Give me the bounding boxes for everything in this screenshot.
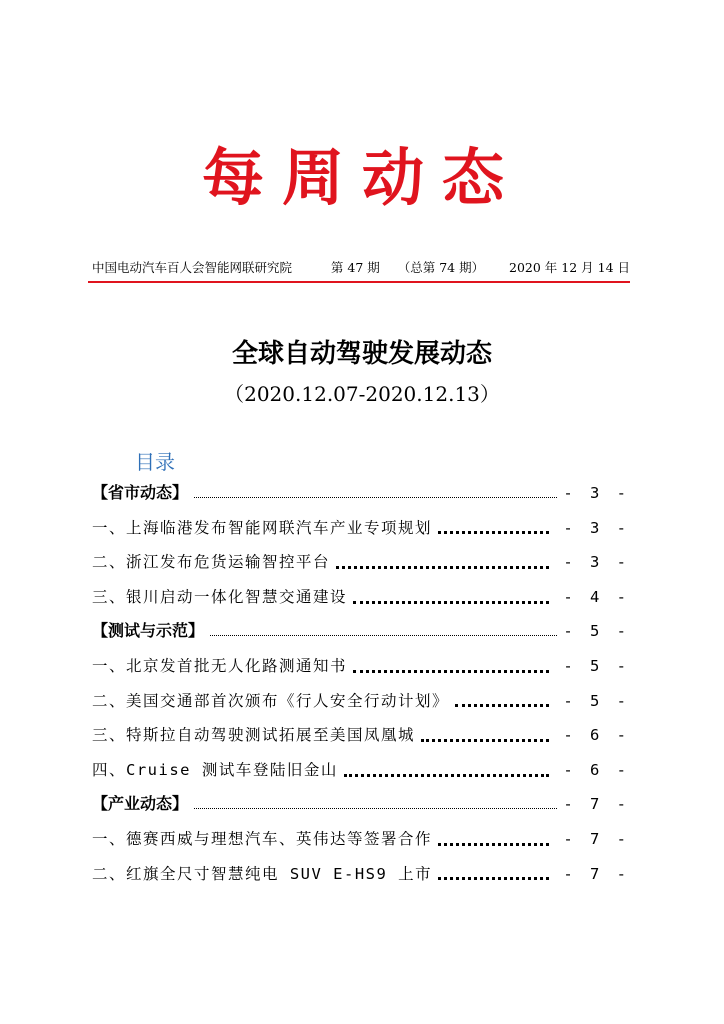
toc-entry-label: 二、红旗全尺寸智慧纯电 SUV E-HS9 上市 — [92, 864, 433, 883]
issue-date: 2020 年 12 月 14 日 — [509, 260, 630, 275]
toc-dot-leader — [421, 739, 549, 742]
toc-entry-label: 四、Cruise 测试车登陆旧金山 — [92, 760, 338, 779]
toc-dot-leader — [438, 843, 549, 846]
toc-page-number: - 6 - — [563, 726, 630, 745]
toc-page-number: - 5 - — [563, 691, 630, 710]
toc-section-label: 【产业动态】 — [92, 794, 189, 814]
toc-section-label: 【测试与示范】 — [92, 621, 205, 641]
table-of-contents — [92, 476, 630, 891]
toc-section-row[interactable] — [92, 476, 630, 511]
toc-entry-row[interactable] — [92, 753, 630, 788]
masthead-title: 每周动态 — [201, 141, 522, 214]
toc-entry-label: 三、特斯拉自动驾驶测试拓展至美国凤凰城 — [92, 726, 416, 745]
toc-dot-leader — [344, 774, 550, 777]
toc-entry-row[interactable] — [92, 718, 630, 753]
header-divider — [88, 281, 630, 283]
organization-name: 中国电动汽车百人会智能网联研究院 — [92, 260, 293, 275]
total-issue-number: （总第 74 期） — [397, 260, 485, 275]
toc-entry-row[interactable] — [92, 822, 630, 857]
document-title: 全球自动驾驶发展动态 — [231, 339, 492, 369]
toc-heading: 目录 — [135, 450, 175, 474]
document-date-range: （2020.12.07-2020.12.13） — [224, 382, 500, 406]
toc-page-number: - 7 - — [563, 829, 630, 848]
issue-info — [317, 258, 484, 276]
toc-entry-label: 二、浙江发布危货运输智控平台 — [92, 553, 331, 572]
toc-entry-row[interactable] — [92, 545, 630, 580]
toc-entry-row[interactable] — [92, 580, 630, 615]
toc-page-number: - 6 - — [563, 760, 630, 779]
toc-dot-leader — [353, 601, 549, 604]
toc-section-label: 【省市动态】 — [92, 483, 189, 502]
toc-page-number: - 7 - — [563, 795, 630, 814]
toc-entry-label: 二、美国交通部首次颁布《行人安全行动计划》 — [92, 691, 450, 710]
toc-dot-leader — [194, 497, 557, 498]
toc-page-number: - 3 - — [563, 518, 630, 537]
toc-dot-leader — [438, 531, 549, 534]
toc-entry-row[interactable] — [92, 857, 630, 892]
issue-number: 第 47 期 — [330, 260, 380, 275]
issue-header — [92, 258, 630, 276]
toc-entry-row[interactable] — [92, 684, 630, 719]
toc-page-number: - 5 - — [563, 656, 630, 675]
toc-page-number: - 7 - — [563, 864, 630, 883]
toc-dot-leader — [336, 566, 549, 569]
toc-entry-row[interactable] — [92, 649, 630, 684]
toc-section-row[interactable] — [92, 614, 630, 649]
toc-entry-label: 一、北京发首批无人化路测通知书 — [92, 656, 348, 675]
toc-section-row[interactable] — [92, 787, 630, 822]
toc-dot-leader — [210, 635, 557, 636]
toc-dot-leader — [353, 670, 549, 673]
toc-entry-row[interactable] — [92, 511, 630, 546]
toc-page-number: - 3 - — [563, 484, 630, 502]
toc-entry-label: 一、德赛西威与理想汽车、英伟达等签署合作 — [92, 829, 433, 848]
toc-dot-leader — [455, 704, 549, 707]
toc-page-number: - 4 - — [563, 587, 630, 606]
toc-entry-label: 一、上海临港发布智能网联汽车产业专项规划 — [92, 518, 433, 537]
toc-page-number: - 3 - — [563, 553, 630, 572]
toc-dot-leader — [438, 877, 549, 880]
toc-entry-label: 三、银川启动一体化智慧交通建设 — [92, 587, 348, 606]
toc-dot-leader — [194, 808, 557, 809]
toc-page-number: - 5 - — [563, 622, 630, 641]
